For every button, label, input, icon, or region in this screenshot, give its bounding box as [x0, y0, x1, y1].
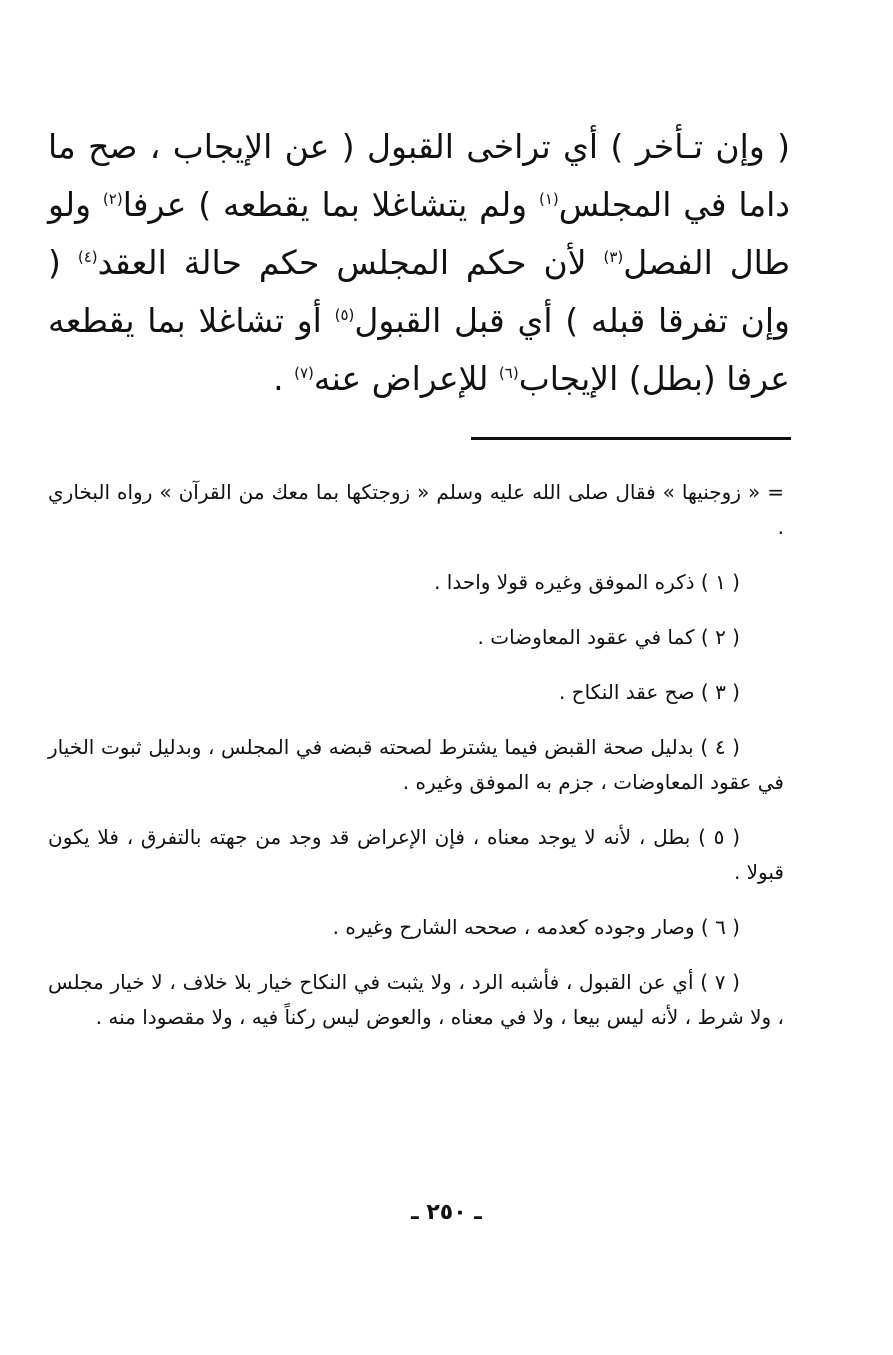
footnote-ref-6: (٦) — [498, 364, 519, 382]
main-text-segment: ( وإن تفرقا قبله ) أي قبل القبول — [48, 243, 790, 340]
main-text-segment: . — [273, 359, 295, 398]
footnote-6: ( ٦ ) وصار وجوده كعدمه ، صححه الشارح وغيره . — [332, 915, 740, 939]
main-paragraph — [48, 118, 790, 408]
footnote-separator — [471, 437, 791, 440]
page-number: ـ ٢٥٠ ـ — [411, 1200, 482, 1225]
footnote-1: ( ١ ) ذكره الموفق وغيره قولا واحدا . — [434, 570, 740, 594]
footnote-continuation: = « زوجنيها » فقال صلى الله عليه وسلم « زوجتكها بما معك من القرآن » رواه البخاري . — [48, 480, 784, 539]
main-text-segment: ( وإن تـأخر ) أي تراخى القبول ( عن الإيجاب ، صح ما داما في المجلس — [48, 127, 790, 224]
footnote-ref-3: (٣) — [603, 248, 624, 266]
footnote-7: ( ٧ ) أي عن القبول ، فأشبه الرد ، ولا يثبت في النكاح خيار بلا خلاف ، لا خيار مجلس ، ولا شرط ، لأنه ليس بيعا ، ولا في معناه ، والعوض ليس ركناً فيه ، ولا مقصودا منه . — [48, 970, 784, 1029]
footnote-3: ( ٣ ) صح عقد النكاح . — [558, 680, 740, 704]
footnote-4: ( ٤ ) بدليل صحة القبض فيما يشترط لصحته قبضه في المجلس ، وبدليل ثبوت الخيار في عقود المعاوضات ، جزم به الموفق وغيره . — [48, 735, 784, 794]
footnote-ref-2: (٢) — [102, 190, 123, 208]
main-text-segment: للإعراض عنه — [313, 359, 499, 398]
footnote-5: ( ٥ ) بطل ، لأنه لا يوجد معناه ، فإن الإعراض قد وجد من جهته بالتفرق ، فلا يكون قبولا . — [48, 825, 784, 884]
footnote-ref-5: (٥) — [334, 306, 355, 324]
footnotes-section — [48, 475, 784, 1055]
main-text-block — [48, 118, 790, 408]
footnote-ref-4: (٤) — [77, 248, 98, 266]
footnote-ref-7: (٧) — [294, 364, 314, 382]
main-text-segment: أو تشاغلا بما يقطعه عرفا (بطل) الإيجاب — [48, 301, 790, 398]
main-text-segment: ولو طال الفصل — [48, 185, 790, 282]
main-text-segment: ولم يتشاغلا بما يقطعه ) عرفا — [122, 185, 539, 224]
footnote-2: ( ٢ ) كما في عقود المعاوضات . — [477, 625, 740, 649]
main-text-segment: لأن حكم المجلس حكم حالة العقد — [97, 243, 604, 282]
footnote-ref-1: (١) — [538, 190, 559, 208]
